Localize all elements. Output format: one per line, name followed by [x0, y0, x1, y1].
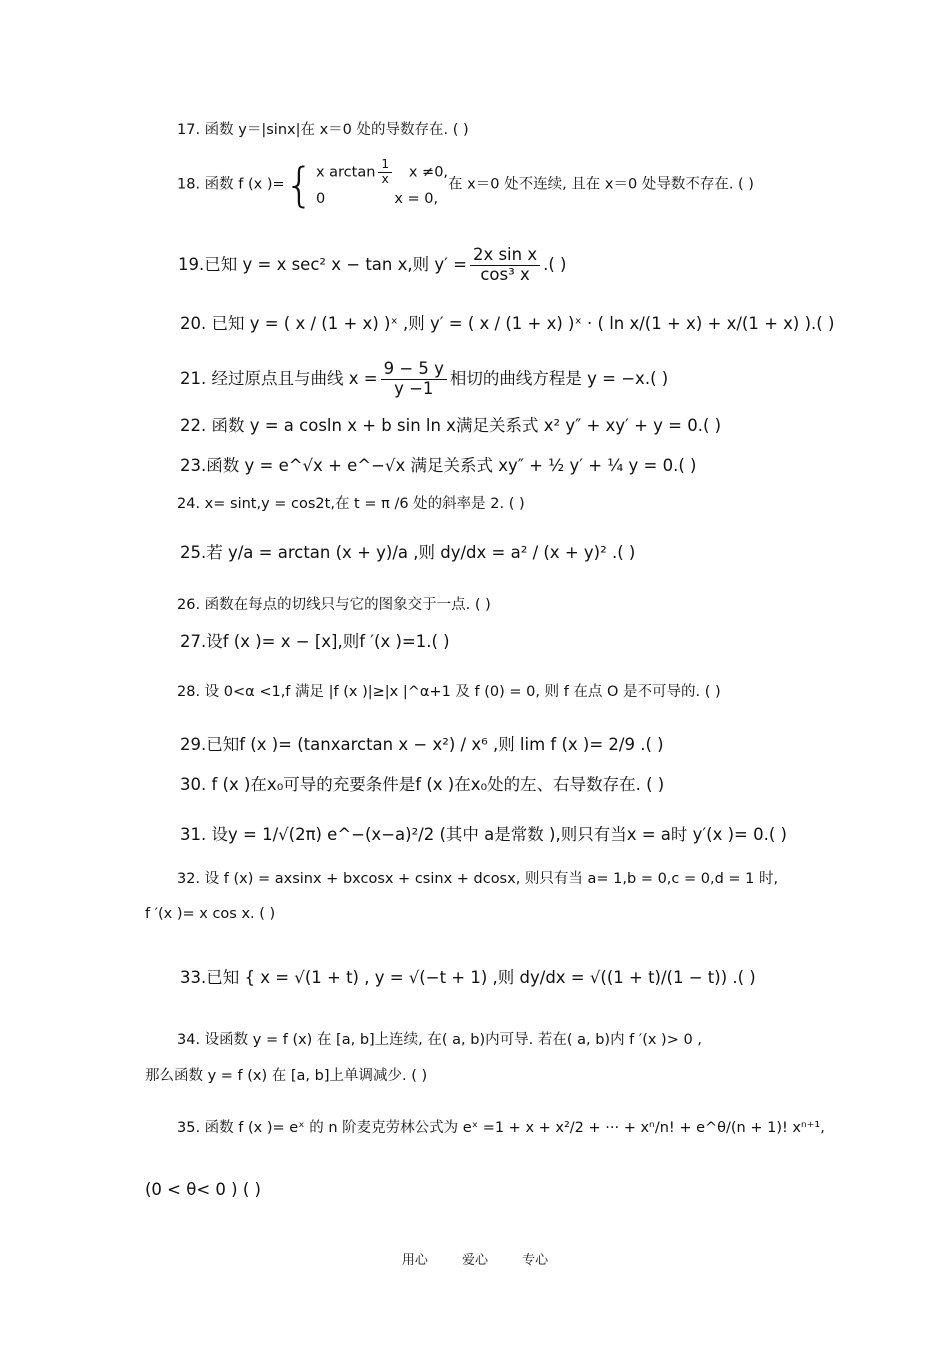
piece-2-expr: 0: [315, 190, 326, 207]
question-19-suffix: .( ): [543, 254, 567, 274]
question-21: [180, 360, 668, 399]
question-19: [178, 246, 566, 285]
piece-1-expr: x arctan: [315, 164, 376, 181]
question-32-line-2: f ′(x )= x cos x. ( ): [145, 906, 276, 922]
question-20: 20. 已知 y = ( x / (1 + x) )ˣ ,则 y′ = ( x / (1 + x) )ˣ · ( ln x/(1 + x) + x/(1 + x) ).( ): [180, 314, 835, 333]
question-18: [177, 158, 754, 211]
question-29: 29.已知f (x )= (tanxarctan x − x²) / x⁶ ,则 lim f (x )= 2/9 .( ): [180, 735, 664, 754]
footer-text-3: 专心: [522, 1253, 549, 1268]
question-21-num: 9 − 5 y: [381, 360, 447, 380]
question-21-prefix: 21. 经过原点且与曲线 x =: [180, 368, 378, 388]
question-22: 22. 函数 y = a cosln x + b sin ln x满足关系式 x² y″ + xy′ + y = 0.( ): [180, 416, 722, 435]
question-25: 25.若 y/a = arctan (x + y)/a ,则 dy/dx = a² / (x + y)² .( ): [180, 543, 636, 562]
question-21-suffix: 相切的曲线方程是 y = −x.( ): [449, 368, 669, 388]
piece-1-cond: x ≠0,: [408, 164, 449, 181]
question-19-den: cos³ x: [480, 264, 530, 284]
question-30: 30. f (x )在x₀可导的充要条件是f (x )在x₀处的左、右导数存在. ( ): [180, 775, 665, 794]
piece-1-den: x: [381, 171, 389, 186]
question-28: 28. 设 0<α <1,f 满足 |f (x )|≥|x |^α+1 及 f (0) = 0, 则 f 在点 O 是不可导的. ( ): [177, 684, 721, 700]
piece-1-num: 1: [378, 158, 392, 173]
question-35-condition: (0 < θ< 0 ) ( ): [145, 1180, 261, 1199]
question-19-prefix: 19.已知 y = x sec² x − tan x,则 y′ =: [178, 254, 467, 274]
question-19-num: 2x sin x: [470, 246, 540, 266]
question-18-prefix: 18. 函数 f (x )=: [177, 176, 285, 193]
question-33: 33.已知 { x = √(1 + t) , y = √(−t + 1) ,则 dy/dx = √((1 + t)/(1 − t)) .( ): [180, 968, 756, 987]
piece-2-cond: x = 0,: [394, 190, 439, 207]
question-32-line-1: 32. 设 f (x) = axsinx + bxcosx + csinx + dcosx, 则只有当 a= 1,b = 0,c = 0,d = 1 时,: [177, 871, 779, 887]
question-23: 23.函数 y = e^√x + e^−√x 满足关系式 xy″ + ½ y′ + ¼ y = 0.( ): [180, 456, 697, 475]
question-26: 26. 函数在每点的切线只与它的图象交于一点. ( ): [177, 597, 491, 613]
question-31: 31. 设y = 1/√(2π) e^−(x−a)²/2 (其中 a是常数 ),则只有当x = a时 y′(x )= 0.( ): [180, 825, 787, 844]
question-34-line-2: 那么函数 y = f (x) 在 [a, b]上单调减少. ( ): [145, 1068, 428, 1084]
page-footer: [0, 1249, 950, 1268]
piecewise-system: [316, 158, 448, 211]
question-17: 17. 函数 y＝|sinx|在 x＝0 处的导数存在. ( ): [177, 122, 469, 138]
question-21-den: y −1: [394, 378, 434, 398]
question-34-line-1: 34. 设函数 y = f (x) 在 [a, b]上连续, 在( a, b)内可导. 若在( a, b)内 f ′(x )> 0 ,: [177, 1032, 702, 1048]
brace-symbol: {: [284, 157, 314, 212]
question-27: 27.设f (x )= x − [x],则f ′(x )=1.( ): [180, 632, 450, 651]
question-24: 24. x= sint,y = cos2t,在 t = π /6 处的斜率是 2. ( ): [177, 496, 525, 512]
footer-text-1: 用心: [401, 1253, 428, 1268]
question-18-suffix: 在 x＝0 处不连续, 且在 x＝0 处导数不存在. ( ): [448, 176, 754, 193]
question-35: 35. 函数 f (x )= eˣ 的 n 阶麦克劳林公式为 eˣ =1 + x + x²/2 + ··· + xⁿ/n! + e^θ/(n + 1)! xⁿ⁺¹,: [177, 1120, 825, 1136]
footer-text-2: 爱心: [461, 1253, 488, 1268]
